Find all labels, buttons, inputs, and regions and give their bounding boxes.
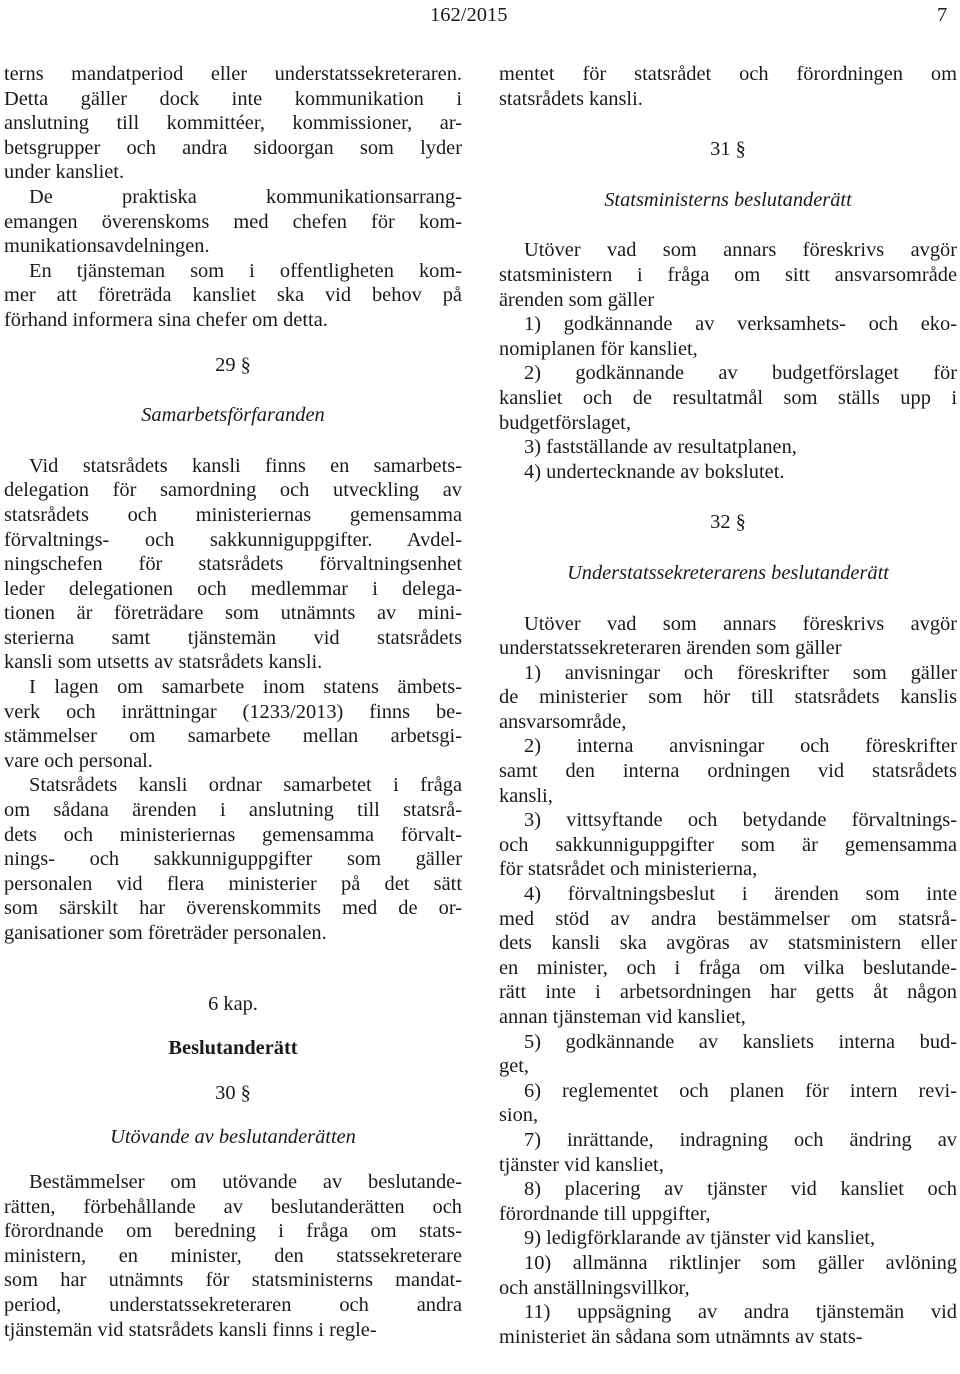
text-line: förhand informera sina chefer om detta.: [4, 308, 328, 331]
paragraph: [4, 185, 462, 259]
list-item: [499, 1251, 957, 1300]
page-number: 7: [937, 4, 948, 26]
text-line: ningschefen för statsrådets förvaltningsenhet: [4, 553, 462, 576]
text-line: 3) fastställande av resultatplanen,: [524, 436, 797, 459]
spacer: [499, 212, 957, 238]
list-item: [499, 460, 957, 485]
text-line: och anställningsvillkor,: [499, 1276, 690, 1299]
text-line: period, understatssekreteraren och andra: [4, 1293, 462, 1316]
text-line: kansli som utsetts av statsrådets kansli.: [4, 651, 323, 674]
paragraph: [4, 1170, 462, 1342]
text-line: 8) placering av tjänster vid kansliet och: [524, 1178, 957, 1201]
section-30-title: Utövande av beslutanderätten: [110, 1126, 356, 1149]
list-item: [499, 808, 957, 882]
section-30-number: 30 §: [215, 1081, 251, 1104]
text-line: ministeriet än sådana som utnämnts av stats-: [499, 1325, 863, 1348]
text-line: 2) interna anvisningar och föreskrifter: [524, 735, 957, 758]
list-item: [499, 361, 957, 435]
spacer: [4, 1016, 462, 1036]
text-line: Vid statsrådets kansli finns en samarbets-: [29, 454, 462, 477]
text-line: förordnande om beredning i fråga om stats-: [4, 1220, 462, 1243]
text-line: som särskilt har överenskommits med de or-: [4, 897, 462, 920]
section-31-title: Statsministerns beslutanderätt: [604, 188, 852, 211]
text-line: statsrådets kansli.: [499, 87, 643, 110]
text-line: ministern, en minister, den statssekreterare: [4, 1244, 462, 1267]
text-line: 11) uppsägning av andra tjänstemän vid: [524, 1301, 957, 1324]
text-line: I lagen om samarbete inom statens ämbets-: [29, 676, 462, 699]
section-29-title: Samarbetsförfaranden: [141, 404, 325, 427]
text-line: statsrådets och ministeriernas gemensamma: [4, 503, 462, 526]
text-line: förordnande till uppgifter,: [499, 1202, 711, 1225]
text-line: med stöd av andra bestämmelser om statsrå-: [499, 907, 957, 930]
text-line: terns mandatperiod eller understatssekreteraren.: [4, 63, 462, 85]
text-line: anslutning till kommittéer, kommissioner, ar-: [4, 112, 462, 135]
list-item: [499, 734, 957, 808]
text-line: rätt inte i arbetsordningen har getts åt någon: [499, 981, 957, 1004]
spacer: [499, 586, 957, 612]
text-line: 4) undertecknande av bokslutet.: [524, 460, 785, 483]
list-item: [499, 1226, 957, 1251]
paragraph: [4, 454, 462, 675]
text-line: sterierna samt tjänstemän vid statsrådets: [4, 626, 462, 649]
spacer: [4, 972, 462, 992]
paragraph: [499, 612, 957, 661]
text-line: 7) inrättande, indragning och ändring av: [524, 1128, 957, 1151]
text-line: delegation för samordning och utveckling av: [4, 479, 462, 502]
text-line: kansliet och de resultatmål som ställs upp i: [499, 386, 957, 409]
spacer: [499, 111, 957, 137]
list-item: [499, 1128, 957, 1177]
text-line: statsministern i fråga om sitt ansvarsområde: [499, 263, 957, 286]
paragraph: [4, 259, 462, 333]
list-item: [499, 312, 957, 361]
text-line: nomiplanen för kansliet,: [499, 337, 698, 360]
text-line: leder delegationen och medlemmar i delega-: [4, 577, 462, 600]
spacer: [4, 1105, 462, 1125]
spacer: [4, 377, 462, 403]
spacer: [4, 946, 462, 972]
text-line: annan tjänsteman vid kansliet,: [499, 1006, 746, 1028]
text-line: Statsrådets kansli ordnar samarbetet i fråga: [29, 774, 462, 797]
text-line: 3) vittsyftande och betydande förvaltnings-: [524, 809, 957, 832]
text-line: dets kansli ska avgöras av statsministern eller: [499, 932, 957, 955]
text-line: som har utnämnts för statsministerns mandat-: [4, 1269, 462, 1292]
text-line: rätten, förbehållande av beslutanderätten och: [4, 1195, 462, 1218]
text-line: tjänster vid kansliet,: [499, 1153, 664, 1176]
chapter-title: Beslutanderätt: [168, 1037, 298, 1060]
text-line: för statsrådet och ministerierna,: [499, 858, 758, 881]
text-line: en minister, och i fråga om vilka beslutande-: [499, 956, 957, 979]
text-line: vare och personal.: [4, 749, 153, 772]
text-line: mer att företräda kansliet ska vid behov på: [4, 284, 462, 307]
text-line: understatssekreteraren ärenden som gäller: [499, 637, 842, 660]
list: [499, 661, 957, 1350]
list-item: [499, 882, 957, 1030]
text-line: get,: [499, 1055, 530, 1078]
paragraph-continuation: [4, 62, 462, 185]
text-line: ganisationer som företräder personalen.: [4, 922, 327, 944]
text-line: 1) anvisningar och föreskrifter som gäller: [524, 661, 957, 684]
section-29-number: 29 §: [215, 353, 251, 376]
text-line: dets och ministeriernas gemensamma förvalt-: [4, 823, 462, 846]
spacer: [4, 1061, 462, 1081]
spacer: [4, 333, 462, 353]
text-line: och sakkunniguppgifter som är gemensamma: [499, 833, 957, 856]
text-line: 6) reglementet och planen för intern revi-: [524, 1079, 957, 1102]
text-line: förvaltnings- och sakkunniguppgifter. Avdel-: [4, 528, 462, 551]
text-line: ärenden som gäller: [499, 288, 655, 311]
section-32-title: Understatssekreterarens beslutanderätt: [567, 561, 889, 584]
section-31-number: 31 §: [710, 138, 746, 161]
text-line: En tjänsteman som i offentligheten kom-: [29, 259, 462, 282]
spacer: [499, 535, 957, 561]
list-item: [499, 1177, 957, 1226]
paragraph-continuation: [499, 62, 957, 111]
right-column: [499, 62, 957, 1349]
chapter-number: 6 kap.: [208, 992, 258, 1015]
text-line: mentet för statsrådet och förordningen om: [499, 63, 957, 85]
text-line: stämmelser om samarbete mellan arbetsgi-: [4, 725, 462, 748]
text-line: personalen vid flera ministerier på det sätt: [4, 872, 462, 895]
text-line: 9) ledigförklarande av tjänster vid kansliet,: [524, 1227, 876, 1250]
text-line: ansvarsområde,: [499, 710, 627, 733]
list-item: [499, 1030, 957, 1079]
paragraph: [4, 773, 462, 945]
text-line: Utöver vad som annars föreskrivs avgör: [524, 612, 957, 635]
text-line: 10) allmänna riktlinjer som gäller avlöning: [524, 1251, 957, 1274]
text-line: tionen är företrädare som utnämnts av mini-: [4, 602, 462, 625]
text-line: sion,: [499, 1104, 539, 1127]
spacer: [4, 1150, 462, 1170]
text-line: Detta gäller dock inte kommunikation i: [4, 87, 462, 110]
text-line: om sådana ärenden i anslutning till statsrå-: [4, 799, 462, 822]
spacer: [4, 428, 462, 454]
text-line: tjänstemän vid statsrådets kansli finns i regle-: [4, 1318, 377, 1341]
text-line: under kansliet.: [4, 161, 125, 184]
text-line: 1) godkännande av verksamhets- och eko-: [524, 313, 957, 336]
text-line: betsgrupper och andra sidoorgan som lyder: [4, 136, 462, 159]
text-line: Bestämmelser om utövande av beslutande-: [29, 1170, 462, 1193]
paragraph: [499, 238, 957, 312]
text-line: munikationsavdelningen.: [4, 235, 210, 258]
spacer: [499, 484, 957, 510]
document-number: 162/2015: [430, 4, 508, 26]
list-item: [499, 1300, 957, 1349]
text-line: samt den interna ordningen vid statsrådets: [499, 760, 957, 783]
section-32-number: 32 §: [710, 511, 746, 534]
spacer: [499, 162, 957, 188]
text-line: emangen överenskoms med chefen för kom-: [4, 210, 462, 233]
text-line: budgetförslaget,: [499, 411, 631, 434]
list-item: [499, 435, 957, 460]
list-item: [499, 1079, 957, 1128]
list: [499, 312, 957, 484]
left-column: [4, 62, 462, 1342]
text-line: de ministerier som hör till statsrådets kanslis: [499, 686, 957, 709]
text-line: nings- och sakkunniguppgifter som gäller: [4, 848, 462, 871]
list-item: [499, 661, 957, 735]
text-line: 2) godkännande av budgetförslaget för: [524, 362, 957, 385]
text-line: 5) godkännande av kansliets interna bud-: [524, 1030, 957, 1053]
text-line: verk och inrättningar (1233/2013) finns be-: [4, 700, 462, 723]
text-line: Utöver vad som annars föreskrivs avgör: [524, 239, 957, 262]
paragraph: [4, 675, 462, 773]
text-line: kansli,: [499, 784, 553, 807]
text-line: De praktiska kommunikationsarrang-: [29, 185, 462, 208]
text-line: 4) förvaltningsbeslut i ärenden som inte: [524, 883, 957, 906]
